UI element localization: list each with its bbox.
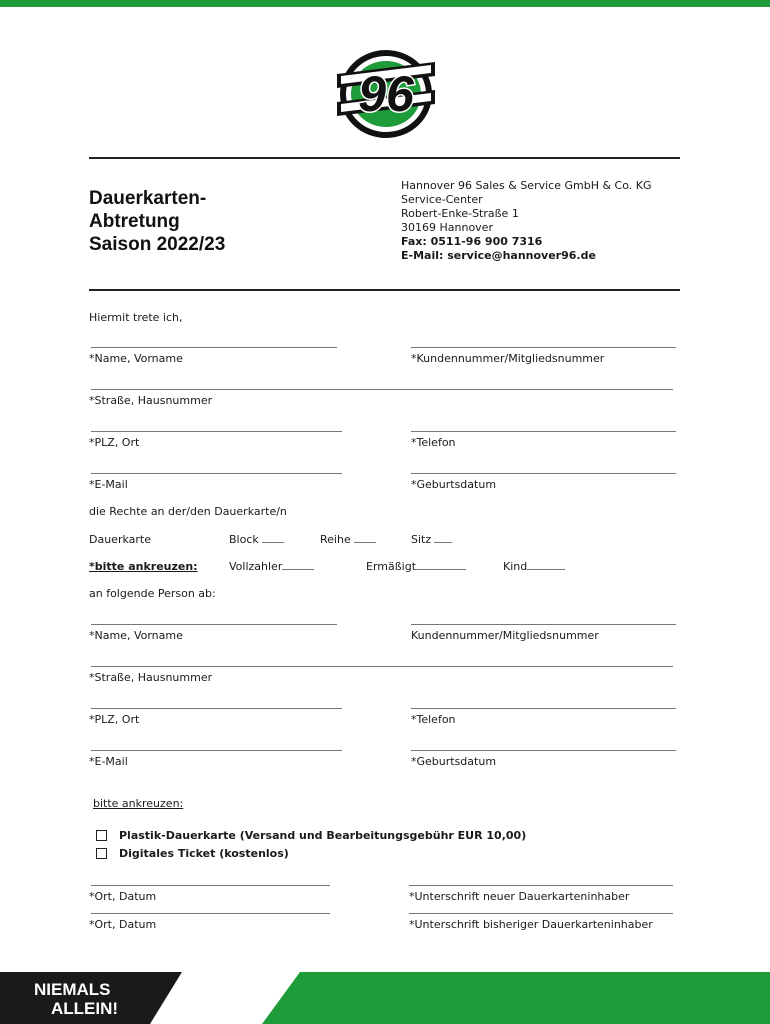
to-plz-label: *PLZ, Ort [89,713,140,726]
title-line-2: Abtretung [89,211,180,232]
from-email-line[interactable] [91,473,342,474]
to-birth-label: *Geburtsdatum [411,755,497,768]
top-green-bar [0,0,770,7]
plastic-card-label: Plastik-Dauerkarte (Versand und Bearbeitungsgebühr EUR 10,00) [119,829,527,842]
header-top-rule [89,157,680,159]
seat-field[interactable] [411,533,452,547]
place-date-2-line[interactable] [91,913,330,914]
digital-ticket-checkbox[interactable] [96,848,107,859]
reduced-label: Ermäßigt [366,560,417,573]
place-date-1-label: *Ort, Datum [89,890,157,903]
reduced-field[interactable] [366,560,466,574]
from-phone-line[interactable] [411,431,676,432]
address-department: Service-Center [401,193,483,206]
to-phone-line[interactable] [411,708,676,709]
title-line-1: Dauerkarten- [89,188,207,209]
child-line[interactable] [527,560,565,570]
full-payer-field[interactable] [229,560,314,574]
to-customer-label: Kundennummer/Mitgliedsnummer [411,629,599,642]
seat-line[interactable] [434,533,452,543]
to-street-label: *Straße, Hausnummer [89,671,213,684]
to-name-line[interactable] [91,624,337,625]
seat-label: Sitz [411,533,432,546]
from-phone-label: *Telefon [411,436,456,449]
row-line[interactable] [354,533,376,543]
block-label: Block [229,533,259,546]
from-customer-line[interactable] [411,347,676,348]
place-date-1-line[interactable] [91,885,330,886]
intro-text: Hiermit trete ich, [89,311,183,324]
address-street: Robert-Enke-Straße 1 [401,207,519,220]
digital-ticket-label: Digitales Ticket (kostenlos) [119,847,289,860]
niemals-allein-slogan [34,980,118,1018]
from-name-label: *Name, Vorname [89,352,183,365]
address-email: E-Mail: service@hannover96.de [401,249,596,262]
row-field[interactable] [320,533,376,547]
old-holder-signature-line[interactable] [409,913,673,914]
slogan-line-2: ALLEIN! [51,999,119,1018]
to-phone-label: *Telefon [411,713,456,726]
from-birth-line[interactable] [411,473,676,474]
plastic-card-checkbox[interactable] [96,830,107,841]
old-holder-signature-label: *Unterschrift bisheriger Dauerkarteninhaber [409,918,653,931]
from-customer-label: *Kundennummer/Mitgliedsnummer [411,352,605,365]
from-street-label: *Straße, Hausnummer [89,394,213,407]
new-holder-signature-line[interactable] [409,885,673,886]
address-company: Hannover 96 Sales & Service GmbH & Co. KG [401,179,652,192]
to-street-line[interactable] [91,666,673,667]
slogan-line-1: NIEMALS [34,980,111,999]
full-payer-line[interactable] [282,560,314,570]
block-field[interactable] [229,533,284,547]
to-name-label: *Name, Vorname [89,629,183,642]
place-date-2-label: *Ort, Datum [89,918,157,931]
row-label: Reihe [320,533,351,546]
address-fax: Fax: 0511-96 900 7316 [401,235,543,248]
from-plz-line[interactable] [91,431,342,432]
header-bottom-rule [89,289,680,291]
block-line[interactable] [262,533,284,543]
new-holder-signature-label: *Unterschrift neuer Dauerkarteninhaber [409,890,630,903]
from-email-label: *E-Mail [89,478,128,491]
to-birth-line[interactable] [411,750,676,751]
from-street-line[interactable] [91,389,673,390]
to-customer-line[interactable] [411,624,676,625]
delivery-label: bitte ankreuzen: [93,797,184,810]
child-field[interactable] [503,560,565,574]
from-name-line[interactable] [91,347,337,348]
ticket-label: Dauerkarte [89,533,151,546]
to-email-label: *E-Mail [89,755,128,768]
document-title [89,187,225,256]
rights-text: die Rechte an der/den Dauerkarte/n [89,505,287,518]
from-birth-label: *Geburtsdatum [411,478,497,491]
tick-label: *bitte ankreuzen: [89,560,198,573]
full-payer-label: Vollzahler [229,560,283,573]
to-text: an folgende Person ab: [89,587,216,600]
service-address [401,179,652,263]
from-plz-label: *PLZ, Ort [89,436,140,449]
logo-number: 96 [358,66,414,122]
to-plz-line[interactable] [91,708,342,709]
hannover96-logo [331,44,441,144]
reduced-line[interactable] [416,560,466,570]
to-email-line[interactable] [91,750,342,751]
address-city: 30169 Hannover [401,221,493,234]
title-line-3: Saison 2022/23 [89,234,226,255]
child-label: Kind [503,560,528,573]
